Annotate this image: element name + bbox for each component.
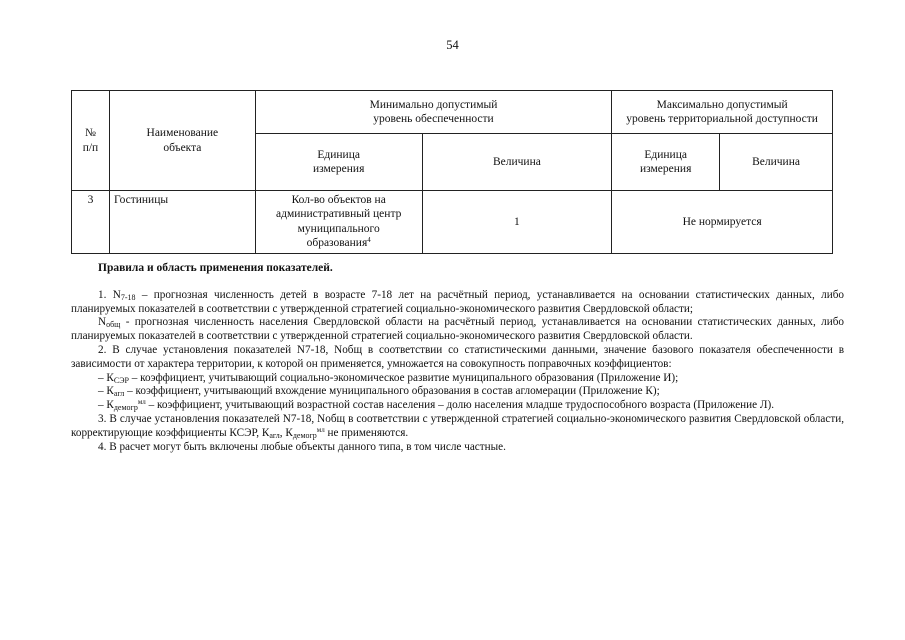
row-num: 3 xyxy=(72,191,110,254)
row-value: 1 xyxy=(422,191,612,254)
norms-table xyxy=(71,90,833,254)
table-row xyxy=(72,191,833,254)
header-value: Величина xyxy=(422,134,612,191)
footnote-marker: 4 xyxy=(367,236,371,245)
coefficient-agl: – $К_{агл}$ – коэффициент, учитывающий вхождение муниципального образования в состав агломерации (Приложение К); xyxy=(98,385,660,399)
rule-paragraph-3: 2. В случае установления показателей N7-18, Nобщ в соответствии со статистическими данными, значение базового показателя обеспеченности в зависимости от характера территории, к которой он применяется, умножается на совокупность поправочных коэффициентов: xyxy=(71,343,844,370)
table-header-row-1 xyxy=(72,91,833,134)
rules-section xyxy=(71,262,844,454)
row-unit: Кол-во объектов на административный центр муниципального образования$^4$ xyxy=(255,191,422,254)
header-value-2: Величина xyxy=(720,134,833,191)
rule-paragraph-2: $N_{общ}$ - прогнозная численность населения Свердловской области на расчётный период, устанавливается на основании статистических данных, либо планируемых показателей в соответствии с утвержденной стратегией социально-экономического развития Свердловской области. xyxy=(71,316,844,343)
row-name: Гостиницы xyxy=(109,191,255,254)
header-unit-2: Единица измерения xyxy=(612,134,720,191)
rules-title: Правила и область применения показателей. xyxy=(98,262,333,274)
header-min-group: Минимально допустимый уровень обеспеченности xyxy=(255,91,611,134)
header-unit: Единица измерения xyxy=(255,134,422,191)
coefficient-ser: – $К_{СЭР}$ – коэффициент, учитывающий социально-экономическое развитие муниципального образования (Приложение И); xyxy=(98,371,679,385)
header-max-group: Максимально допустимый уровень территориальной доступности xyxy=(612,91,833,134)
rule-paragraph-4: 3. В случае установления показателей N7-18, Nобщ в соответствии с утвержденной стратегией социально-экономического развития Свердловской области, корректирующие коэффициенты КСЭР, $К_{агл}$, $К_{демогр}^{мл}$ не применяются. xyxy=(71,412,844,440)
row-max: Не нормируется xyxy=(612,191,833,254)
coefficient-demogr: – $К_{демогр}^{мл}$ – коэффициент, учитывающий возрастной состав населения – долю населения младше трудоспособного возраста (Приложение Л). xyxy=(98,398,775,413)
rule-paragraph-1: 1. $N_{7-18}$ – прогнозная численность детей в возрасте 7-18 лет на расчётный период, устанавливается на основании статистических данных, либо планируемых показателей в соответствии с утвержденной стратегией социально-экономического развития Свердловской области; xyxy=(71,288,844,315)
rule-paragraph-5: 4. В расчет могут быть включены любые объекты данного типа, в том числе частные. xyxy=(98,440,506,453)
header-num: № п/п xyxy=(72,91,110,191)
header-name: Наименование объекта xyxy=(109,91,255,191)
page-number: 54 xyxy=(446,38,459,52)
